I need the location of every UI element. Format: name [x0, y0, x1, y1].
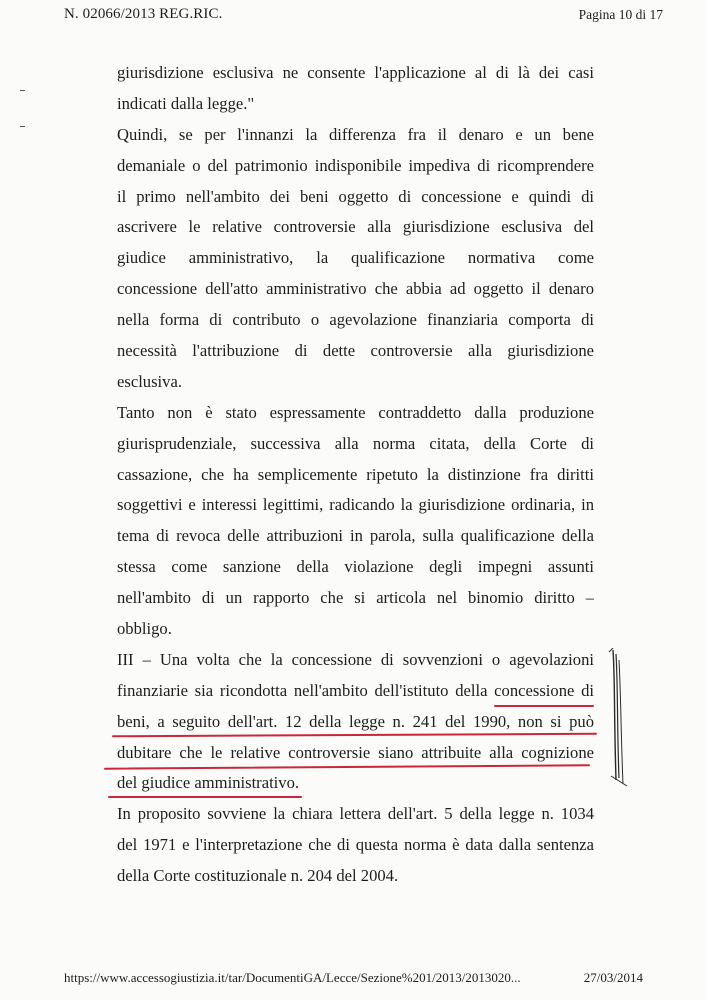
text-line: cassazione, che ha semplicemente ripetuto la distinzione fra diritti	[117, 464, 594, 484]
highlighted-text-line: del giudice amministrativo.	[117, 773, 300, 793]
text-line: nella forma di contributo o agevolazione finanziaria comporta di	[117, 310, 594, 330]
text-line: Tanto non è stato espressamente contraddetto dalla produzione	[117, 402, 594, 422]
page-number-header: Pagina 10 di 17	[578, 7, 663, 22]
margin-mark	[20, 126, 25, 127]
margin-mark	[20, 90, 25, 91]
text-line: giudice amministrativo, la qualificazione normativa come	[117, 248, 594, 268]
text-line: il primo nell'ambito dei beni oggetto di concessione e quindi di	[117, 186, 594, 206]
text-line: concessione dell'atto amministrativo che abbia ad oggetto il denaro	[117, 279, 594, 299]
text-line: giurisprudenziale, successiva alla norma citata, della Corte di	[117, 433, 594, 453]
text-line: obbligo.	[117, 619, 172, 639]
text-line: demaniale o del patrimonio indisponibile impediva di ricomprendere	[117, 155, 594, 175]
text-line: tema di revoca delle attribuzioni in parola, sulla qualificazione della	[117, 526, 594, 546]
text-line: indicati dalla legge."	[117, 93, 255, 113]
text-line: Quindi, se per l'innanzi la differenza fra il denaro e un bene	[117, 124, 594, 144]
margin-pen-mark	[605, 648, 635, 788]
red-underline	[108, 796, 302, 798]
text-line: III – Una volta che la concessione di sovvenzioni o agevolazioni	[117, 649, 594, 669]
text-line: ascrivere le relative controversie alla giurisdizione esclusiva del	[117, 217, 594, 237]
print-date: 27/03/2014	[583, 970, 643, 985]
text-line: soggettivi e interessi legittimi, radicando la giurisdizione ordinaria, in	[117, 495, 594, 515]
text-line: della Corte costituzionale n. 204 del 2004.	[117, 866, 399, 886]
text-line: nell'ambito di un rapporto che si articola nel binomio diritto –	[117, 588, 594, 608]
text-line: necessità l'attribuzione di dette controversie alla giurisdizione	[117, 341, 594, 361]
case-number-header: N. 02066/2013 REG.RIC.	[64, 6, 223, 22]
text-line: giurisdizione esclusiva ne consente l'applicazione al di là dei casi	[117, 63, 594, 82]
text-line: stessa come sanzione della violazione degli impegni assunti	[117, 557, 594, 577]
highlighted-text-line: finanziarie sia ricondotta nell'ambito dell'istituto della concessione di	[117, 680, 594, 700]
text-line: In proposito sovviene la chiara lettera dell'art. 5 della legge n. 1034	[117, 804, 594, 824]
text-line: esclusiva.	[117, 371, 182, 391]
source-url[interactable]: https://www.accessogiustizia.it/tar/DocumentiGA/Lecce/Sezione%201/2013/2013020...	[64, 970, 521, 985]
highlighted-text-line: beni, a seguito dell'art. 12 della legge n. 241 del 1990, non si può	[117, 711, 594, 731]
text-line: del 1971 e l'interpretazione che di questa norma è data dalla sentenza	[117, 835, 594, 855]
red-underline	[494, 705, 594, 707]
highlighted-text-line: dubitare che le relative controversie siano attribuite alla cognizione	[117, 742, 594, 762]
